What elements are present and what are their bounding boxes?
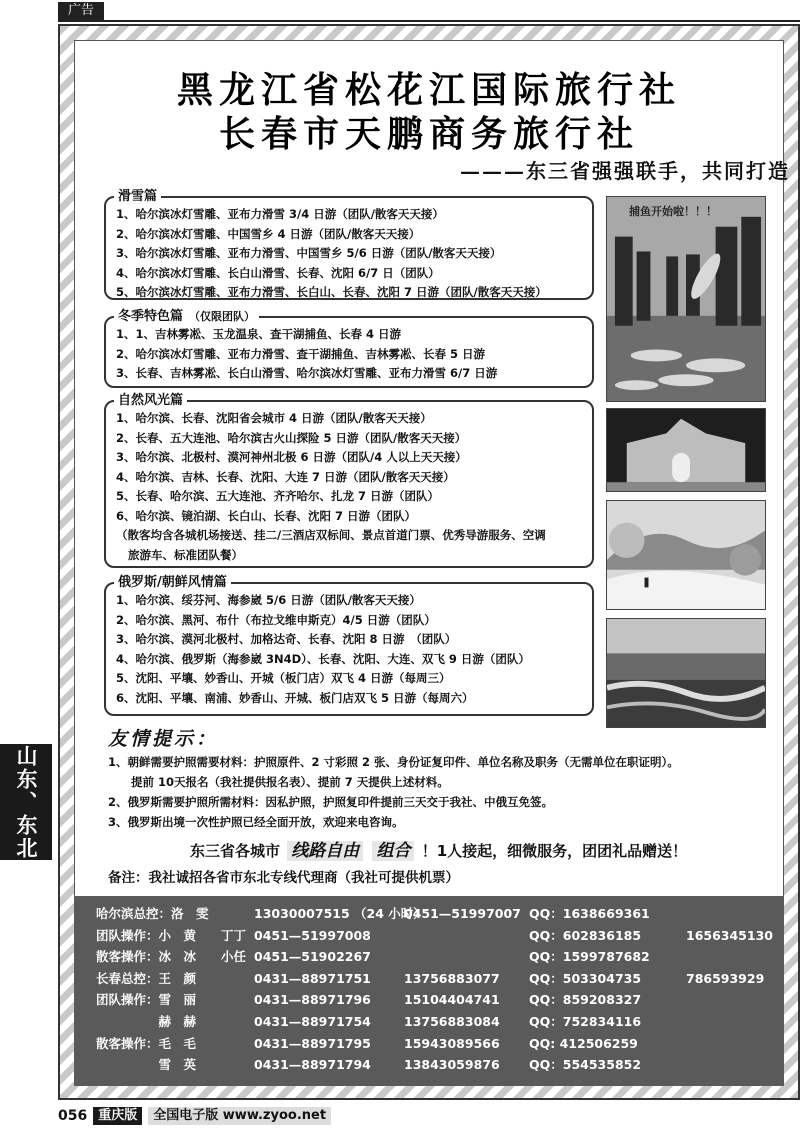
section-winter xyxy=(104,309,594,388)
contact-cell: 15943089566 xyxy=(404,1035,500,1051)
section-title: 俄罗斯/朝鲜风情篇 xyxy=(114,573,231,593)
contact-cell: QQ：602836185 xyxy=(529,927,642,943)
contact-cell: 15104404741 xyxy=(404,992,500,1008)
contact-cell: 团队操作：小 黄 丁丁 xyxy=(96,927,247,943)
tips-list xyxy=(108,752,768,832)
route-item: 5、沈阳、平壤、妙香山、开城（板门店）双飞 4 日游（每周三） xyxy=(116,671,451,685)
top-rule xyxy=(58,20,800,22)
route-item: 2、哈尔滨冰灯雪雕、亚布力滑雪、查干湖捕鱼、吉林雾凇、长春 5 日游 xyxy=(116,346,486,361)
site-url[interactable]: www.zyoo.net xyxy=(222,1108,327,1123)
photo-caption: 捕鱼开始啦！！！ xyxy=(629,205,717,218)
route-item: 4、哈尔滨冰灯雪雕、长白山滑雪、长春、沈阳 6/7 日（团队） xyxy=(116,265,440,280)
contact-cell: 0431—88971795 xyxy=(254,1035,371,1051)
contact-cell: 长春总控：王 颜 xyxy=(96,970,197,986)
national-edition: 全国电子版 www.zyoo.net xyxy=(148,1107,331,1125)
contact-cell: 0431—88971796 xyxy=(254,992,371,1008)
contact-panel xyxy=(74,896,784,1086)
agency-title-1: 黑龙江省松花江国际旅行社 xyxy=(176,69,681,111)
contact-cell: 0451—51902267 xyxy=(254,949,371,965)
section-russia-korea xyxy=(104,575,594,716)
page-number: 056 xyxy=(58,1108,88,1124)
route-note: 旅游车、标准团队餐） xyxy=(128,547,243,562)
photo-ice-castle xyxy=(606,408,766,492)
contact-cell: 13756883077 xyxy=(404,970,500,986)
photo-ice-fishing xyxy=(606,196,766,402)
route-item: 1、1、吉林雾凇、玉龙温泉、查干湖捕鱼、长春 4 日游 xyxy=(116,327,402,341)
promo-banner: 东三省各城市 线路自由 组合 ！1人接起，细微服务，团团礼品赠送！ xyxy=(190,841,688,861)
contact-cell: 0431—88971754 xyxy=(254,1014,371,1029)
agent-note: 备注：我社诚招各省市东北专线代理商（我社可提供机票） xyxy=(108,870,459,886)
edition-badge: 重庆版 xyxy=(93,1107,142,1125)
contact-cell: 13030007515 （24 小时） xyxy=(254,906,426,921)
photo-rime-trees xyxy=(606,500,766,610)
contact-cell: 团队操作：雪 丽 xyxy=(96,992,197,1008)
tip-item: 3、俄罗斯出境一次性护照已经全面开放，欢迎来电咨询。 xyxy=(108,815,404,829)
contact-cell: 13756883084 xyxy=(404,1014,500,1029)
photo-river-fog xyxy=(606,618,766,728)
route-item: 2、哈尔滨冰灯雪雕、中国雪乡 4 日游（团队/散客天天接） xyxy=(116,226,421,241)
banner-highlight: 线路自由 xyxy=(287,841,363,861)
contact-cell: 13843059876 xyxy=(404,1057,500,1073)
route-item: 1、哈尔滨冰灯雪雕、亚布力滑雪 3/4 日游（团队/散客天天接） xyxy=(116,207,444,221)
section-title: 自然风光篇 xyxy=(114,391,187,411)
contact-cell: QQ：1638669361 xyxy=(529,906,650,921)
route-item: 6、哈尔滨、镜泊湖、长白山、长春、沈阳 7 日游（团队） xyxy=(116,508,417,523)
tip-item: 2、俄罗斯需要护照所需材料：因私护照，护照复印件提前三天交于我社、中俄互免签。 xyxy=(108,795,553,809)
route-item: 1、哈尔滨、长春、沈阳省会城市 4 日游（团队/散客天天接） xyxy=(116,411,432,425)
route-item: 6、沈阳、平壤、南浦、妙香山、开城、板门店双飞 5 日游（每周六） xyxy=(116,690,474,705)
section-nature xyxy=(104,393,594,568)
route-item: 1、哈尔滨、绥芬河、海参崴 5/6 日游（团队/散客天天接） xyxy=(116,593,421,607)
contact-cell: QQ：554535852 xyxy=(529,1057,642,1073)
route-item: 3、长春、吉林雾凇、长白山滑雪、哈尔滨冰灯雪雕、亚布力滑雪 6/7 日游 xyxy=(116,366,498,380)
contact-cell: QQ：503304735 xyxy=(529,970,642,986)
contact-cell: 赫 赫 xyxy=(96,1014,197,1029)
route-item: 4、哈尔滨、俄罗斯（海参崴 3N4D）、长春、沈阳、大连、双飞 9 日游（团队） xyxy=(116,651,530,666)
banner-highlight: 组合 xyxy=(372,841,414,861)
slogan: ———东三省强强联手，共同打造 xyxy=(460,159,790,183)
section-title: 滑雪篇 xyxy=(114,187,161,207)
contact-cell: 0451—51997007 xyxy=(404,906,521,921)
side-region-label: 山东、东北 xyxy=(0,744,52,860)
tips-heading: 友情提示： xyxy=(108,728,219,750)
route-item: 4、哈尔滨、吉林、长春、沈阳、大连 7 日游（团队/散客天天接） xyxy=(116,469,455,484)
contact-cell: 散客操作：冰 冰 小任 xyxy=(96,949,247,965)
contact-cell: 0431—88971794 xyxy=(254,1057,371,1073)
contact-cell: 0451—51997008 xyxy=(254,927,371,943)
section-title: 冬季特色篇 （仅限团队） xyxy=(114,307,259,327)
tip-item: 1、朝鲜需要护照需要材料：护照原件、2 寸彩照 2 张、身份证复印件、单位名称及职务（无需单位在职证明）。 xyxy=(108,755,679,769)
route-item: 3、哈尔滨、漠河北极村、加格达奇、长春、沈阳 8 日游 （团队） xyxy=(116,632,457,646)
contact-cell: 雪 英 xyxy=(96,1057,197,1073)
route-item: 2、长春、五大连池、哈尔滨古火山探险 5 日游（团队/散客天天接） xyxy=(116,430,467,445)
ad-tag: 广告 xyxy=(58,2,104,20)
contact-cell: 1656345130 xyxy=(686,927,773,943)
route-item: 5、哈尔滨冰灯雪雕、亚布力滑雪、长白山、长春、沈阳 7 日游（团队/散客天天接） xyxy=(116,285,547,299)
tip-item: 提前 10天报名（我社提供报名表）、提前 7 天提供上述材料。 xyxy=(108,775,449,789)
contact-cell: QQ: 412506259 xyxy=(529,1035,638,1051)
contact-cell: 786593929 xyxy=(686,970,765,986)
route-item: 2、哈尔滨、黑河、布什（布拉戈维申斯克）4/5 日游（团队） xyxy=(116,612,436,627)
route-item: 5、长春、哈尔滨、五大连池、齐齐哈尔、扎龙 7 日游（团队） xyxy=(116,489,440,503)
contact-cell: QQ：1599787682 xyxy=(529,949,650,965)
route-note: （散客均含各城机场接送、挂二/三酒店双标间、景点首道门票、优秀导游服务、空调 xyxy=(116,528,546,542)
contact-cell: QQ：859208327 xyxy=(529,992,642,1008)
contact-cell: 0431—88971751 xyxy=(254,970,371,986)
contact-cell: 散客操作：毛 毛 xyxy=(96,1035,197,1051)
route-item: 3、哈尔滨冰灯雪雕、亚布力滑雪、中国雪乡 5/6 日游（团队/散客天天接） xyxy=(116,246,502,260)
section-ski xyxy=(104,189,594,300)
footer xyxy=(58,1106,331,1126)
contact-cell: QQ：752834116 xyxy=(529,1014,642,1029)
contact-cell: 哈尔滨总控：洛 雯 xyxy=(96,906,209,921)
agency-title-2: 长春市天鹏商务旅行社 xyxy=(218,113,639,155)
route-item: 3、哈尔滨、北极村、漠河神州北极 6 日游（团队/4 人以上天天接） xyxy=(116,450,467,464)
